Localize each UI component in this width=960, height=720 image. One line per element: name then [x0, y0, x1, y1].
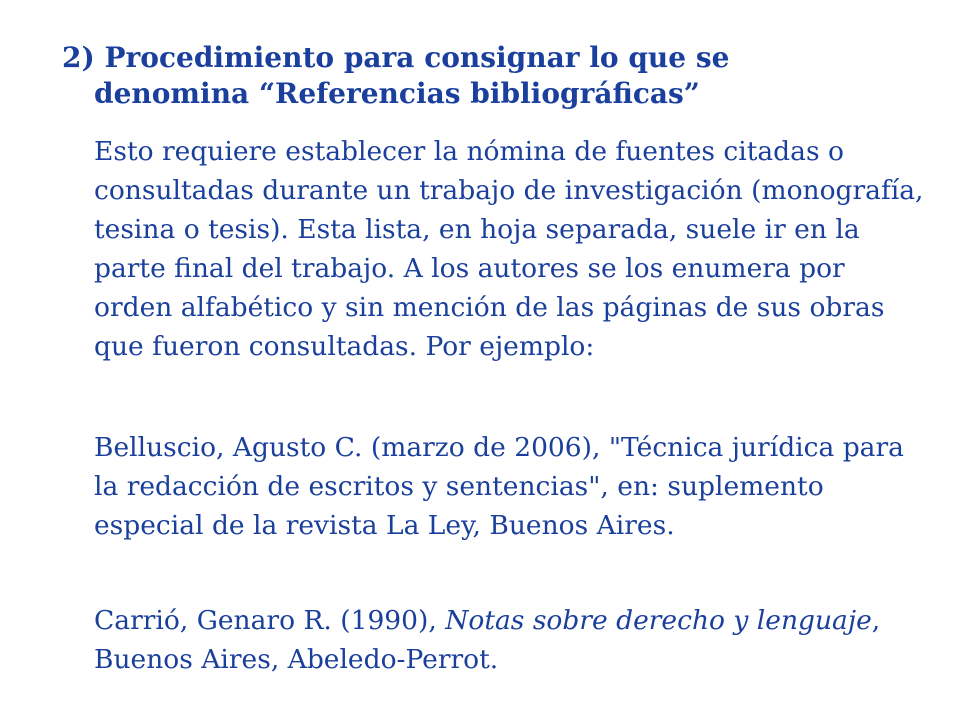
reference-carrio-author: Carrió, Genaro R. (1990),: [94, 605, 446, 636]
reference-carrio-rest: , Buenos Aires, Abeledo-Perrot.: [94, 605, 881, 675]
heading-line-2: denomina “Referencias bibliográficas”: [94, 77, 700, 110]
section-heading: [62, 40, 922, 112]
heading-text-1: Procedimiento para consignar lo que se: [104, 41, 730, 74]
reference-carrio-title: Notas sobre derecho y lenguaje: [445, 605, 872, 636]
reference-belluscio: Belluscio, Agusto C. (marzo de 2006), "Técnica jurídica para la redacción de escritos y sentencias", en: suplemento especial de la revista La Ley, Buenos Aires.: [94, 432, 904, 541]
reference-carrio: [94, 601, 924, 679]
heading-number: 2): [62, 41, 95, 74]
heading-line-1: [62, 40, 922, 76]
intro-paragraph: Esto requiere establecer la nómina de fuentes citadas o consultadas durante un trabajo de investigación (monografía, tesina o tesis). Esta lista, en hoja separada, suele ir en la parte final del trabajo. A los autores se los enumera por orden alfabético y sin mención de las páginas de sus obras que fueron consultadas. Por ejemplo:: [94, 136, 924, 362]
